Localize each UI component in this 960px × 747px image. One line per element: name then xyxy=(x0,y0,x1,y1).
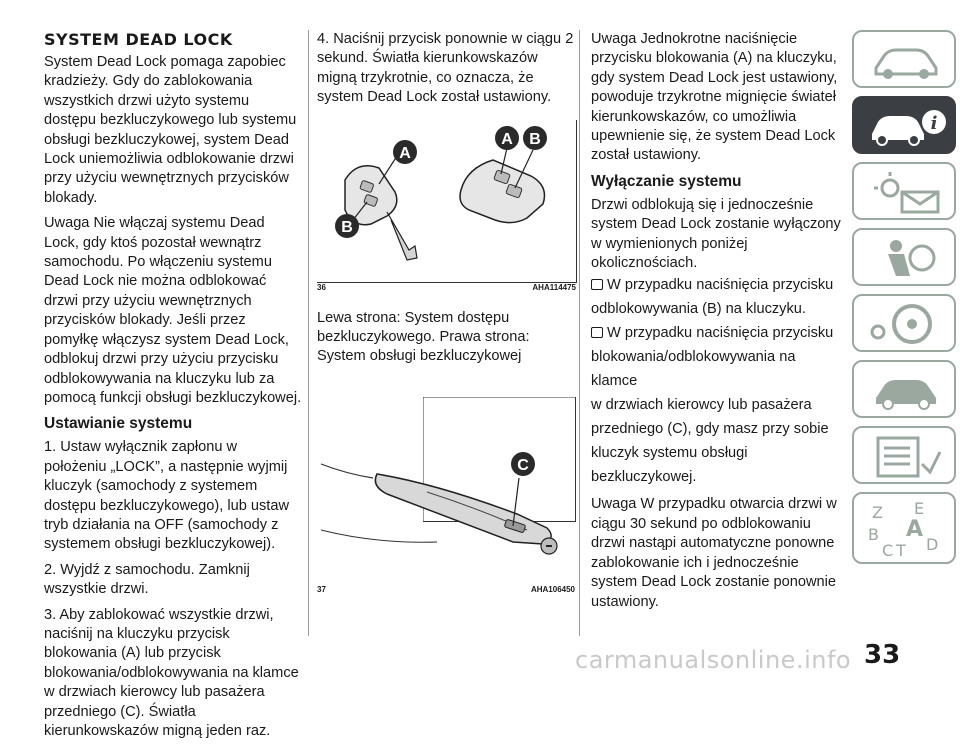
column-divider xyxy=(579,30,580,636)
note-paragraph: Uwaga Jednokrotne naciśnięcie przycisku blokowania (A) na kluczyku, gdy system Dead Lock jest ustawiony, powoduje trzykrotne mignięcie świateł kierunkowskazów, co umożliwia upewnienie się, że system Dead Lock został ustawiony. xyxy=(591,31,838,164)
column-2 xyxy=(317,30,577,594)
watermark: carmanualsonline.info xyxy=(575,646,852,674)
step-2: 2. Wyjdź z samochodu. Zamknij wszystkie drzwi. xyxy=(44,561,250,598)
column-3 xyxy=(591,30,841,618)
checkbox-bullet-icon xyxy=(591,279,603,290)
figure-code: AHA114475 xyxy=(532,283,576,293)
warning-paragraph: Uwaga Nie włączaj systemu Dead Lock, gdy ktoś pozostał wewnątrz samochodu. Po włączeniu systemu Dead Lock nie można odblokować drzwi przy użyciu wewnętrznych przycisków blokady. Jeśli przez pomyłkę włączysz system Dead Lock, odblokuj drzwi przy użyciu przycisku odblokowywania na kluczyku lub za pomocą funkcji obsługi bezkluczykowej. xyxy=(44,215,302,406)
figure-keys xyxy=(317,120,577,293)
bullet-continuation: bezkluczykowej. xyxy=(591,469,697,486)
subheading-setting: Ustawianie systemu xyxy=(44,415,193,433)
figure-37-caption-bar xyxy=(317,580,575,599)
steering-wheel-icon xyxy=(866,302,946,346)
label-a-right: A xyxy=(501,130,513,148)
label-a-left: A xyxy=(399,144,411,162)
figure-36-caption-bar xyxy=(317,278,576,297)
disable-intro: Drzwi odblokują się i jednocześnie system Dead Lock zostanie wyłączony w wymienionych poniżej okolicznościach. xyxy=(591,196,841,272)
right-key-fob xyxy=(460,148,545,223)
left-key-fob xyxy=(345,156,417,260)
subheading-disable: Wyłączanie systemu xyxy=(591,172,742,190)
airbag-person-icon xyxy=(866,236,946,280)
tab-specs[interactable] xyxy=(852,426,956,484)
label-b-left: B xyxy=(341,218,353,236)
section-title: SYSTEM DEAD LOCK xyxy=(44,30,233,49)
callout-a-left xyxy=(393,140,417,164)
tab-car-info[interactable] xyxy=(852,96,956,154)
bullet-item: W przypadku naciśnięcia przycisku xyxy=(591,273,841,297)
door-handle-drawing xyxy=(317,434,575,580)
step-3: 3. Aby zablokować wszystkie drzwi, naciśnij na kluczyku przycisk blokowania (A) lub przycisk blokowania/odblokowywania na klamce w drzwiach kierowcy lub pasażera przedniego (C). Światła kierunkowskazów migną jeden raz. xyxy=(44,606,299,739)
figure-number: 37 xyxy=(317,585,326,594)
svg-text:T: T xyxy=(896,541,906,560)
svg-text:C: C xyxy=(882,541,894,560)
tab-index[interactable] xyxy=(852,492,956,564)
tab-safety[interactable] xyxy=(852,228,956,286)
car-dashboard-icon xyxy=(866,38,946,82)
bullet-continuation: odblokowywania (B) na kluczyku. xyxy=(591,301,806,318)
bullet-continuation: blokowania/odblokowywania na klamce xyxy=(591,349,796,390)
bullet-item: W przypadku naciśnięcia przycisku xyxy=(591,321,841,345)
document-list-icon xyxy=(866,434,946,478)
column-1 xyxy=(44,30,302,747)
bullet-continuation: w drzwiach kierowcy lub pasażera xyxy=(591,397,812,414)
bullet-continuation: przedniego (C), gdy masz przy sobie xyxy=(591,421,829,438)
car-info-icon xyxy=(866,104,946,148)
page-number: 33 xyxy=(864,640,901,670)
lights-mail-icon xyxy=(866,170,946,214)
tab-lights[interactable] xyxy=(852,162,956,220)
step-1: 1. Ustaw wyłącznik zapłonu w położeniu „LOCK”, a następnie wyjmij kluczyk (samochody z systemem dostępu bezkluczykowego), lub ustaw tryb działania na OFF (samochody z systemem obsługi bezkluczykowej). xyxy=(44,439,289,553)
bullet-continuation: kluczyk systemu obsługi xyxy=(591,445,748,462)
figure-caption: Lewa strona: System dostępu bezkluczykowego. Prawa strona: System obsługi bezkluczykowej xyxy=(317,309,530,365)
key-illustration xyxy=(317,120,575,282)
checkbox-bullet-icon xyxy=(591,327,603,338)
step-4: 4. Naciśnij przycisk ponownie w ciągu 2 sekund. Światła kierunkowskazów migną trzykrotnie, co oznacza, że system Dead Lock został ustawiony. xyxy=(317,31,574,106)
svg-text:B: B xyxy=(868,525,879,544)
svg-text:E: E xyxy=(914,500,925,518)
tab-service[interactable] xyxy=(852,360,956,418)
svg-text:i: i xyxy=(930,113,938,134)
callout-a-right xyxy=(495,126,519,150)
tab-driving[interactable] xyxy=(852,294,956,352)
intro-paragraph: System Dead Lock pomaga zapobiec kradzieży. Gdy do zablokowania wszystkich drzwi użyto systemu dostępu bezkluczykowego lub systemu obsługi bezkluczykowej, system Dead Lock uniemożliwia odblokowanie drzwi przy użyciu wewnętrznych przycisków blokady. xyxy=(44,54,297,206)
callout-b-left xyxy=(335,214,359,238)
tab-dashboard[interactable] xyxy=(852,30,956,88)
figure-code: AHA106450 xyxy=(530,585,575,594)
alphabet-index-icon xyxy=(866,500,946,560)
label-c: C xyxy=(517,457,529,474)
svg-text:D: D xyxy=(926,535,939,554)
column-divider xyxy=(308,30,309,636)
car-service-icon xyxy=(866,368,946,412)
figure-number: 36 xyxy=(317,283,326,293)
note2-paragraph: Uwaga W przypadku otwarcia drzwi w ciągu 30 sekund po odblokowaniu drzwi nastąpi automatyczne ponowne zablokowanie ich i jednocześnie system Dead Lock zostanie ponownie ustawiony. xyxy=(591,496,837,610)
label-b-right: B xyxy=(529,130,541,148)
callout-b-right xyxy=(523,126,547,150)
svg-text:Z: Z xyxy=(872,503,883,522)
svg-text:A: A xyxy=(906,517,924,542)
